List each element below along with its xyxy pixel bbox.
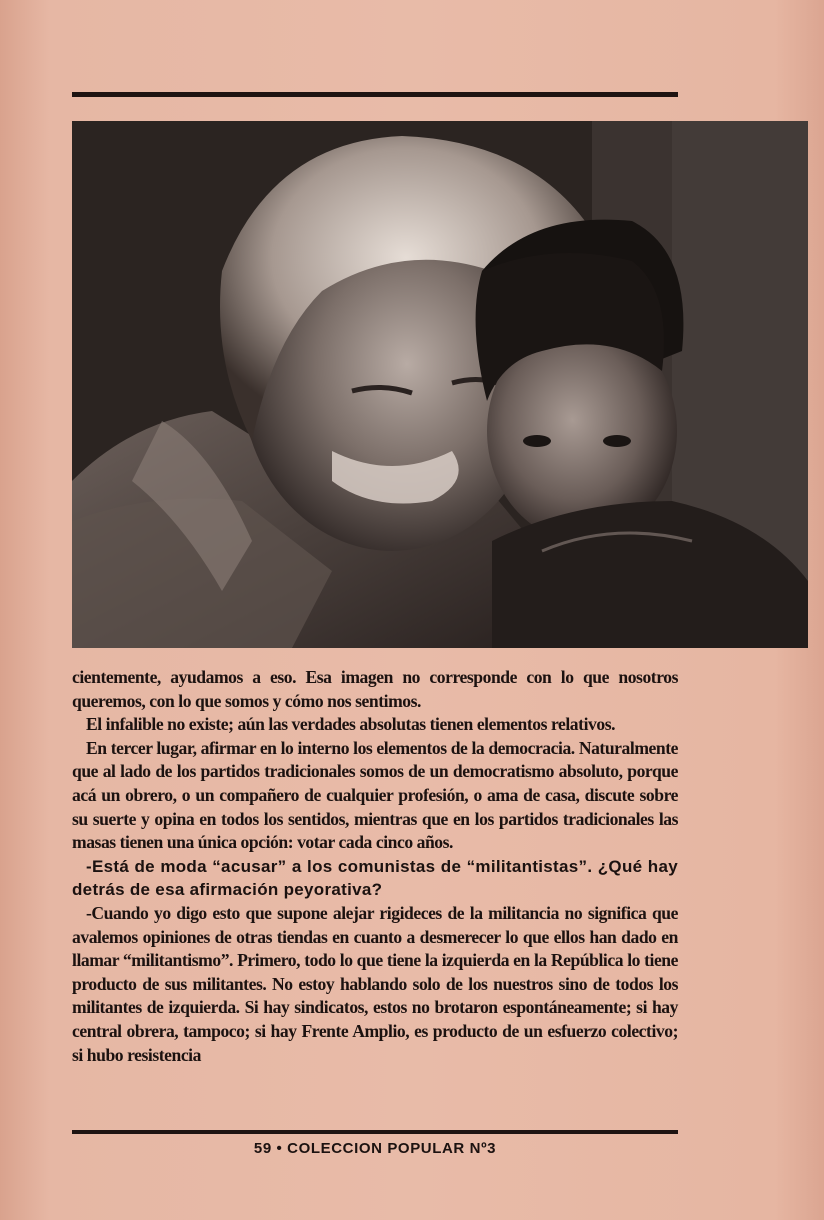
interview-question: -Está de moda “acusar” a los comunistas de “militantistas”. ¿Qué hay detrás de esa afirmación peyorativa? [72, 856, 678, 900]
article-body [72, 666, 678, 1067]
paragraph-answer: -Cuando yo digo esto que supone alejar rigideces de la militancia no significa que avalemos opiniones de otras tiendas en cuanto a desmerecer lo que ellos han dado en llamar “militantismo”. Primero, todo lo que tiene la izquierda en la República lo tiene producto de sus militantes. No estoy hablando solo de los nuestros sino de todos los militantes de izquierda. Si hay sindicatos, estos no brotaron espontáneamente; si hay central obrera, tampoco; si hay Frente Amplio, es producto de un esfuerzo colectivo; si hubo resistencia [72, 902, 678, 1065]
photo-elder-man-with-child [72, 121, 808, 648]
photo-illustration [72, 121, 808, 648]
paragraph-1: cientemente, ayudamos a eso. Esa imagen no corresponde con lo que nosotros queremos, con lo que somos y cómo nos sentimos. [72, 667, 678, 711]
bottom-rule [72, 1130, 678, 1134]
page-footer: 59 • COLECCION POPULAR Nº3 [253, 1140, 497, 1157]
paragraph-3: En tercer lugar, afirmar en lo interno los elementos de la democracia. Naturalmente que al lado de los partidos tradicionales somos de un democratismo absoluto, porque acá un obrero, o un compañero de cualquier profesión, o ama de casa, discute sobre su suerte y opina en todos los sentidos, mientras que en los partidos tradicionales las masas tienen una única opción: votar cada cinco años. [72, 737, 678, 853]
top-rule [72, 92, 678, 97]
paragraph-2: El infalible no existe; aún las verdades absolutas tienen elementos relativos. [86, 714, 616, 735]
